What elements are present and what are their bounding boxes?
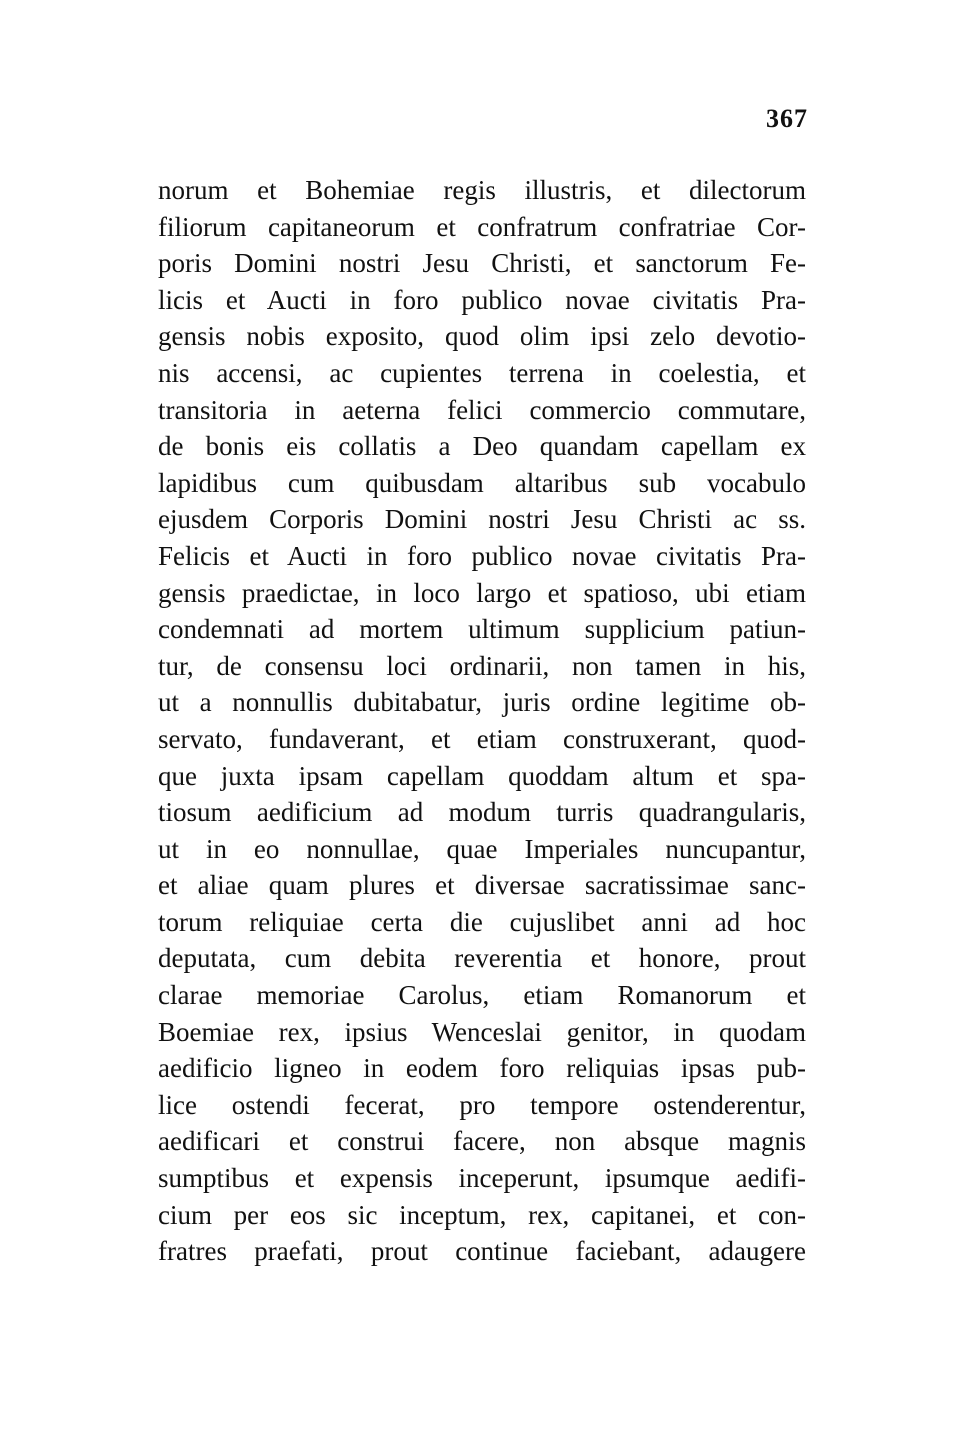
- text-line: sumptibus et expensis inceperunt, ipsumque aedifi-: [158, 1163, 806, 1194]
- body-text: [158, 172, 806, 1270]
- text-line: clarae memoriae Carolus, etiam Romanorum et: [158, 980, 806, 1011]
- text-line: deputata, cum debita reverentia et honore, prout: [158, 943, 806, 974]
- text-line: de bonis eis collatis a Deo quandam capellam ex: [158, 431, 806, 462]
- text-line: condemnati ad mortem ultimum supplicium patiun-: [158, 614, 806, 645]
- text-line: fratres praefati, prout continue faciebant, adaugere: [158, 1236, 806, 1267]
- text-line: transitoria in aeterna felici commercio commutare,: [158, 394, 806, 425]
- text-line: norum et Bohemiae regis illustris, et dilectorum: [158, 175, 806, 205]
- text-line: cium per eos sic inceptum, rex, capitanei, et con-: [158, 1199, 806, 1230]
- text-line: poris Domini nostri Jesu Christi, et sanctorum Fe-: [158, 248, 806, 279]
- text-line: Felicis et Aucti in foro publico novae civitatis Pra-: [158, 540, 806, 571]
- text-line: servato, fundaverant, et etiam construxerant, quod-: [158, 723, 806, 754]
- text-line: et aliae quam plures et diversae sacratissimae sanc-: [158, 870, 806, 901]
- text-line: gensis praedictae, in loco largo et spatioso, ubi etiam: [158, 577, 806, 608]
- text-line: que juxta ipsam capellam quoddam altum et spa-: [158, 760, 806, 791]
- text-line: licis et Aucti in foro publico novae civitatis Pra-: [158, 284, 806, 315]
- text-line: gensis nobis exposito, quod olim ipsi zelo devotio-: [158, 321, 806, 352]
- text-line: tur, de consensu loci ordinarii, non tamen in his,: [158, 650, 806, 681]
- text-line: ejusdem Corporis Domini nostri Jesu Christi ac ss.: [158, 504, 806, 535]
- text-line: torum reliquiae certa die cujuslibet anni ad hoc: [158, 906, 806, 937]
- text-line: aedificari et construi facere, non absque magnis: [158, 1126, 806, 1157]
- page-number: 367: [766, 104, 808, 133]
- text-line: nis accensi, ac cupientes terrena in coelestia, et: [158, 357, 806, 388]
- text-line: aedificio ligneo in eodem foro reliquias ipsas pub-: [158, 1053, 806, 1084]
- text-line: ut a nonnullis dubitabatur, juris ordine legitime ob-: [158, 687, 806, 718]
- text-line: lice ostendi fecerat, pro tempore ostenderentur,: [158, 1089, 806, 1120]
- text-line: ut in eo nonnullae, quae Imperiales nuncupantur,: [158, 833, 806, 864]
- text-line: Boemiae rex, ipsius Wenceslai genitor, in quodam: [158, 1016, 806, 1047]
- text-line: filiorum capitaneorum et confratrum confratriae Cor-: [158, 211, 806, 242]
- text-line: tiosum aedificium ad modum turris quadrangularis,: [158, 797, 806, 828]
- text-line: lapidibus cum quibusdam altaribus sub vocabulo: [158, 467, 806, 498]
